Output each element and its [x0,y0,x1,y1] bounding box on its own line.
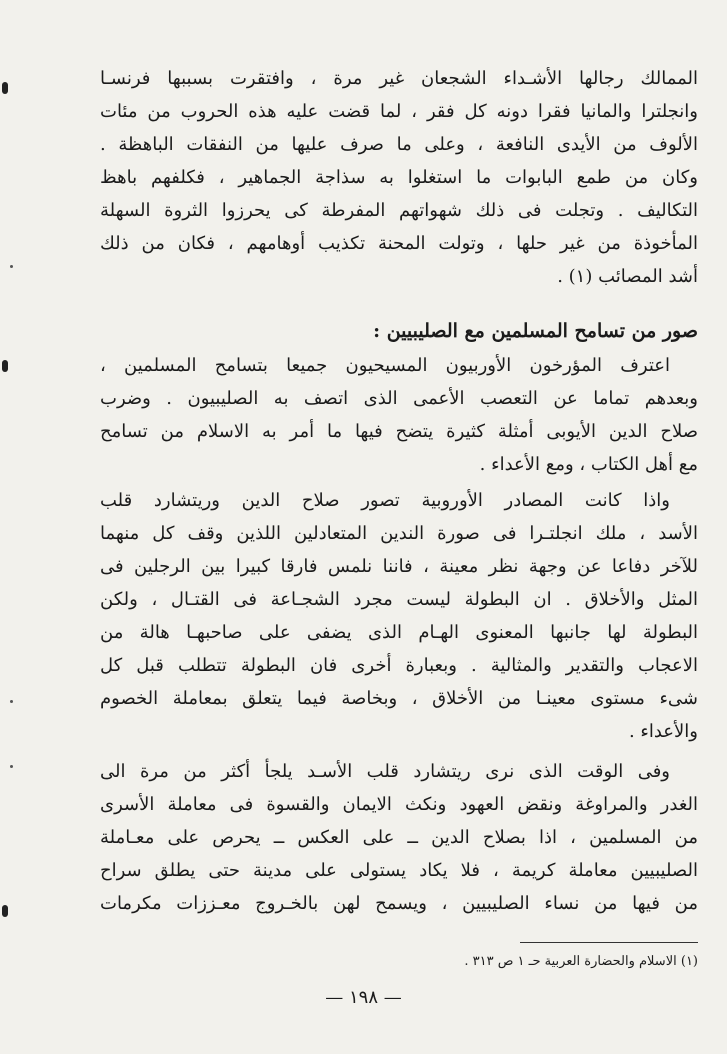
text-line: مع أهل الكتاب ، ومع الأعداء . [479,454,698,475]
paragraph-1 [100,62,698,293]
footnote: (١) الاسلام والحضارة العربية حـ ١ ص ٣١٣ . [464,954,698,969]
text-line: الممالك رجالها الأشـداء الشجعان غير مرة ، وافتقرت بسببها فرنسـا [100,68,698,89]
text-line: اعترف المؤرخون الأوربيون المسيحيون جميعا بتسامح المسلمين ، [100,355,670,376]
margin-speck [10,700,13,703]
margin-speck [10,265,13,268]
paragraph-2 [100,349,698,481]
text-line: البطولة لها جانبها المعنوى الهـام الذى يضفى على صاحبهـا هالة من [100,622,698,643]
text-line: وفى الوقت الذى نرى ريتشارد قلب الأسـد يلجأ أكثر من مرة الى [100,761,670,782]
margin-speck [10,765,13,768]
text-line: وكان من طمع البابوات ما استغلوا به سذاجة الجماهير ، فكلفهم باهظ [100,167,698,188]
binding-mark [2,905,8,917]
text-line: وانجلترا والمانيا فقرا دونه كل فقر ، لما قضت عليه هذه الحروب من مئات [100,101,698,122]
text-line: المأخوذة من غير حلها ، وتولت المحنة تكذيب أوهامهم ، فكان من ذلك [100,233,698,254]
paragraph-3 [100,484,698,748]
text-line: الأسد ، ملك انجلتـرا فى صورة الندين المتعادلين اللذين وقف كل منهما [100,523,698,544]
text-line: المثل والأخلاق . ان البطولة ليست مجرد الشجـاعة فى القتـال ، ولكن [100,589,698,610]
section-heading: صور من تسامح المسلمين مع الصليبيين : [373,320,698,342]
text-line: الاعجاب والتقدير والمثالية . وبعبارة أخرى فان البطولة تتطلب قبل كل [100,655,698,676]
text-line: صلاح الدين الأيوبى أمثلة كثيرة يتضح فيها ما أمر به الاسلام من تسامح [100,421,698,442]
paragraph-4 [100,755,698,920]
text-line: شىء مستوى معينـا من الأخلاق ، وبخاصة فيما يتعلق بمعاملة الخصوم [100,688,698,709]
text-line: الغدر والمراوغة ونقض العهود ونكث الايمان والقسوة فى معاملة الأسرى [100,794,698,815]
binding-mark [2,360,8,372]
binding-mark [2,82,8,94]
text-line: الألوف من الأيدى النافعة ، وعلى ما صرف عليها من النفقات الباهظة . [100,134,698,155]
text-line: للآخر دفاعا عن وجهة نظر معينة ، فاننا نلمس فارقا كبيرا بين الرجلين فى [100,556,698,577]
footnote-divider [520,942,698,943]
text-line: وبعدهم تماما عن التعصب الأعمى الذى اتصف به الصليبيون . وضرب [100,388,698,409]
text-line: والأعداء . [628,721,698,742]
text-line: أشد المصائب (١) . [557,266,698,287]
text-line: من المسلمين ، اذا بصلاح الدين ــ على العكس ــ يحرص على معـاملة [100,827,698,848]
text-line: التكاليف . وتجلت فى ذلك شهواتهم المفرطة كى يحرزوا الثروة السهلة [100,200,698,221]
page-number: — ١٩٨ — [325,987,402,1008]
text-line: واذا كانت المصادر الأوروبية تصور صلاح الدين وريتشارد قلب [100,490,670,511]
text-line: الصليبيين معاملة كريمة ، فلا يكاد يستولى على مدينة حتى يطلق سراح [100,860,698,881]
text-line: من فيها من نساء الصليبيين ، ويسمح لهن بالخـروج معـززات مكرمات [100,893,698,914]
